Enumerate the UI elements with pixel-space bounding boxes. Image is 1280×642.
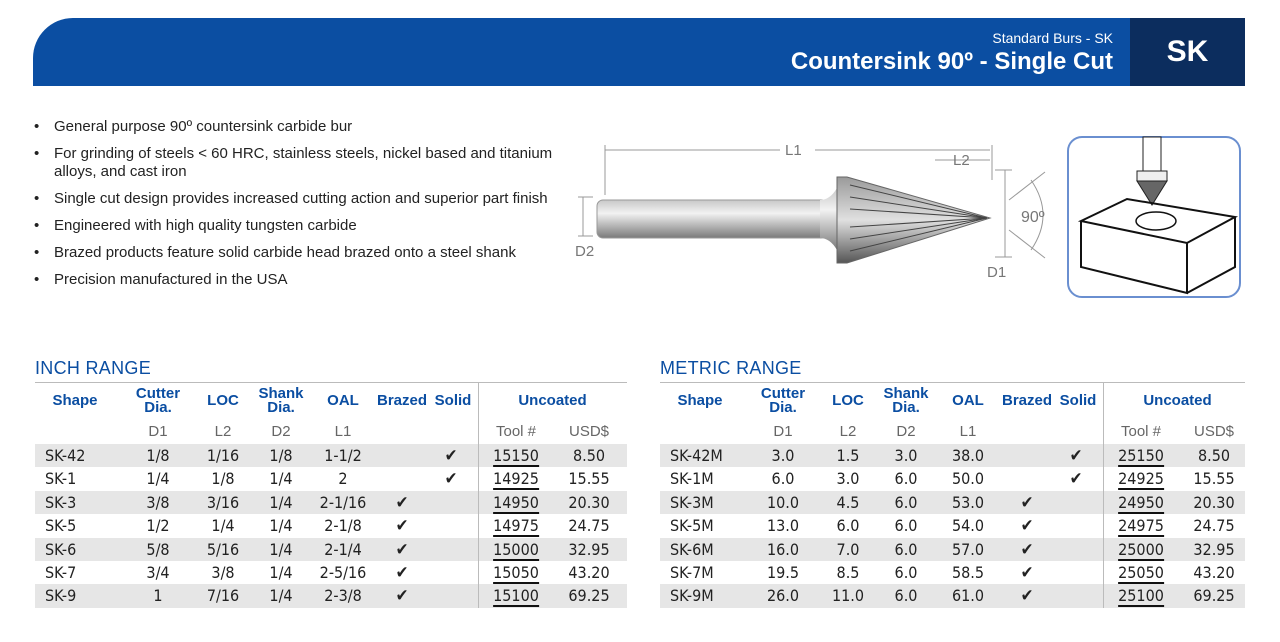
spec-cell: 3.0 xyxy=(771,446,795,465)
column-divider xyxy=(478,538,479,561)
spec-cell: 5/16 xyxy=(206,539,240,559)
column-divider xyxy=(1103,561,1104,584)
brazed-check-icon: ✔ xyxy=(1020,539,1034,560)
table-row xyxy=(660,584,1245,607)
spec-cell: 7.0 xyxy=(836,539,860,559)
tool-number-link[interactable]: 25100 xyxy=(1118,586,1164,606)
spec-cell: 1.5 xyxy=(836,446,860,465)
column-header-shape: Shape xyxy=(52,392,98,409)
spec-cell: 2-1/4 xyxy=(324,539,362,559)
tool-number-link[interactable]: 15100 xyxy=(493,586,539,606)
table-row xyxy=(660,514,1245,537)
column-subheader-d2: D2 xyxy=(896,423,916,440)
shape-cell: SK-3 xyxy=(45,492,77,512)
tool-number-link[interactable]: 24975 xyxy=(1118,516,1164,536)
column-divider xyxy=(1103,491,1104,514)
table-row xyxy=(35,538,627,561)
feature-item: • For grinding of steels < 60 HRC, stainless steels, nickel based and titanium alloys, and cast iron xyxy=(32,145,592,181)
price-cell: 69.25 xyxy=(568,586,610,606)
table-row xyxy=(660,467,1245,490)
tool-number-link[interactable]: 15050 xyxy=(493,562,539,582)
feature-item: • Engineered with high quality tungsten carbide xyxy=(32,217,592,235)
column-subheader-l1: L1 xyxy=(334,423,352,440)
tool-number-link[interactable]: 15000 xyxy=(493,539,539,559)
price-cell: 24.75 xyxy=(1193,516,1235,536)
tool-number-link[interactable]: 24950 xyxy=(1118,492,1164,512)
brazed-check-icon: ✔ xyxy=(395,586,409,607)
shape-cell: SK-7 xyxy=(45,562,77,582)
brazed-check-icon: ✔ xyxy=(1020,562,1034,583)
price-cell: 20.30 xyxy=(568,492,610,512)
column-header-shank: Shank Dia. xyxy=(883,385,929,416)
spec-cell: 3/4 xyxy=(146,562,170,582)
column-header-shape: Shape xyxy=(677,392,723,409)
spec-cell: 3.0 xyxy=(894,446,918,465)
column-divider xyxy=(478,491,479,514)
shape-cell: SK-42M xyxy=(670,446,723,465)
feature-list xyxy=(32,118,595,298)
metric-range-table xyxy=(660,358,1245,608)
column-divider xyxy=(1103,514,1104,537)
table-row xyxy=(660,561,1245,584)
spec-cell: 6.0 xyxy=(894,516,918,536)
solid-check-icon: ✔ xyxy=(444,469,458,490)
brazed-check-icon: ✔ xyxy=(395,492,409,513)
column-subheader-d1: D1 xyxy=(148,423,168,440)
shape-cell: SK-5M xyxy=(670,516,714,536)
shape-cell: SK-42 xyxy=(45,446,86,465)
spec-cell: 5/8 xyxy=(146,539,170,559)
header-banner xyxy=(33,18,1245,86)
spec-cell: 1/16 xyxy=(206,446,240,465)
spec-cell: 1-1/2 xyxy=(324,446,362,465)
tool-number-link[interactable]: 25150 xyxy=(1118,446,1164,465)
table-row xyxy=(35,491,627,514)
price-cell: 15.55 xyxy=(1193,469,1235,489)
brazed-check-icon: ✔ xyxy=(395,562,409,583)
spec-cell: 1/8 xyxy=(269,446,293,465)
price-cell: 15.55 xyxy=(568,469,610,489)
spec-cell: 50.0 xyxy=(951,469,985,489)
spec-cell: 2-3/8 xyxy=(324,586,362,606)
table-row xyxy=(660,491,1245,514)
spec-cell: 6.0 xyxy=(894,539,918,559)
column-divider xyxy=(1103,467,1104,490)
table-row xyxy=(660,444,1245,467)
brazed-check-icon: ✔ xyxy=(1020,516,1034,537)
tool-number-link[interactable]: 14975 xyxy=(493,516,539,536)
spec-cell: 1/8 xyxy=(211,469,235,489)
spec-cell: 1/4 xyxy=(269,469,293,489)
table-row xyxy=(35,514,627,537)
column-header-loc: LOC xyxy=(207,392,239,409)
solid-check-icon: ✔ xyxy=(444,446,458,466)
inch-range-title: INCH RANGE xyxy=(35,358,152,378)
metric-range-title: METRIC RANGE xyxy=(660,358,802,378)
column-subheader-l2: L2 xyxy=(839,423,857,440)
spec-cell: 54.0 xyxy=(951,516,985,536)
price-cell: 20.30 xyxy=(1193,492,1235,512)
column-header-oal: OAL xyxy=(952,392,984,409)
column-divider xyxy=(478,383,479,444)
spec-cell: 1/8 xyxy=(146,446,170,465)
spec-cell: 6.0 xyxy=(894,562,918,582)
column-header-oal: OAL xyxy=(327,392,359,409)
column-divider xyxy=(478,561,479,584)
column-header-solid: Solid xyxy=(1059,392,1097,409)
shape-cell: SK-1 xyxy=(45,469,77,489)
tool-number-link[interactable]: 14925 xyxy=(493,469,539,489)
angle-label: 90º xyxy=(1021,209,1045,226)
shape-cell: SK-6M xyxy=(670,539,714,559)
column-divider xyxy=(1103,538,1104,561)
column-subheader-d1: D1 xyxy=(773,423,793,440)
column-header-uncoated: Uncoated xyxy=(1143,392,1212,409)
column-subheader-tool: Tool # xyxy=(1120,423,1162,440)
spec-cell: 1/4 xyxy=(269,516,293,536)
spec-cell: 3/8 xyxy=(146,492,170,512)
inch-range-table xyxy=(35,358,627,608)
spec-cell: 6.0 xyxy=(771,469,795,489)
column-divider xyxy=(478,584,479,607)
column-subheader-tool: Tool # xyxy=(495,423,537,440)
column-subheader-usd: USD$ xyxy=(568,423,610,440)
table-row xyxy=(35,561,627,584)
spec-cell: 1/2 xyxy=(146,516,170,536)
spec-cell: 3/8 xyxy=(211,562,235,582)
column-divider xyxy=(478,444,479,467)
tool-number-link[interactable]: 15150 xyxy=(493,446,539,465)
price-cell: 8.50 xyxy=(572,446,606,465)
brazed-check-icon: ✔ xyxy=(1020,492,1034,513)
column-divider xyxy=(1103,444,1104,467)
spec-cell: 13.0 xyxy=(766,516,800,536)
spec-cell: 7/16 xyxy=(206,586,240,606)
spec-cell: 16.0 xyxy=(766,539,800,559)
header-title: Countersink 90º - Single Cut xyxy=(790,48,1113,75)
column-divider xyxy=(478,467,479,490)
price-cell: 24.75 xyxy=(568,516,610,536)
tool-number-link[interactable]: 24925 xyxy=(1118,469,1164,489)
shape-cell: SK-1M xyxy=(670,469,714,489)
spec-cell: 1/4 xyxy=(269,586,293,606)
header-subtitle: Standard Burs - SK xyxy=(992,30,1113,46)
table-header xyxy=(35,382,627,444)
column-header-brazed: Brazed xyxy=(376,392,428,409)
spec-cell: 1/4 xyxy=(146,469,170,489)
column-subheader-l2: L2 xyxy=(214,423,232,440)
feature-item: • Brazed products feature solid carbide head brazed onto a steel shank xyxy=(32,244,592,262)
spec-cell: 61.0 xyxy=(951,586,985,606)
spec-cell: 3/16 xyxy=(206,492,240,512)
column-header-shank: Shank Dia. xyxy=(258,385,304,416)
tool-number-link[interactable]: 25000 xyxy=(1118,539,1164,559)
spec-cell: 58.5 xyxy=(951,562,985,582)
spec-cell: 1/4 xyxy=(269,492,293,512)
spec-cell: 4.5 xyxy=(836,492,860,512)
spec-cell: 10.0 xyxy=(766,492,800,512)
spec-cell: 2-1/8 xyxy=(324,516,362,536)
spec-cell: 11.0 xyxy=(831,586,865,606)
spec-cell: 26.0 xyxy=(766,586,800,606)
spec-cell: 53.0 xyxy=(951,492,985,512)
column-header-cutter: Cutter Dia. xyxy=(135,385,181,416)
column-divider xyxy=(1103,383,1104,444)
shape-cell: SK-6 xyxy=(45,539,77,559)
shape-cell: SK-9M xyxy=(670,586,714,606)
spec-cell: 38.0 xyxy=(951,446,985,465)
column-subheader-usd: USD$ xyxy=(1193,423,1235,440)
spec-cell: 6.0 xyxy=(836,516,860,536)
spec-cell: 8.5 xyxy=(836,562,860,582)
spec-cell: 1/4 xyxy=(269,562,293,582)
feature-item: • General purpose 90º countersink carbide bur xyxy=(32,118,592,136)
spec-cell: 2 xyxy=(338,469,348,489)
spec-cell: 57.0 xyxy=(951,539,985,559)
brazed-check-icon: ✔ xyxy=(395,539,409,560)
feature-item: • Single cut design provides increased cutting action and superior part finish xyxy=(32,190,592,208)
spec-cell: 2-5/16 xyxy=(319,562,367,582)
solid-check-icon: ✔ xyxy=(1069,446,1083,466)
spec-cell: 19.5 xyxy=(766,562,800,582)
tool-number-link[interactable]: 25050 xyxy=(1118,562,1164,582)
shape-cell: SK-5 xyxy=(45,516,77,536)
price-cell: 43.20 xyxy=(568,562,610,582)
spec-cell: 1/4 xyxy=(211,516,235,536)
l1-label: L1 xyxy=(785,142,802,159)
d1-label: D1 xyxy=(987,264,1007,281)
feature-item: • Precision manufactured in the USA xyxy=(32,271,592,289)
bur-diagram xyxy=(575,125,1255,305)
spec-cell: 6.0 xyxy=(894,469,918,489)
spec-cell: 2-1/16 xyxy=(319,492,367,512)
column-subheader-l1: L1 xyxy=(959,423,977,440)
spec-cell: 6.0 xyxy=(894,586,918,606)
table-row xyxy=(35,584,627,607)
price-cell: 8.50 xyxy=(1197,446,1231,465)
solid-check-icon: ✔ xyxy=(1069,469,1083,490)
l2-label: L2 xyxy=(953,152,970,169)
header-code: SK xyxy=(1130,18,1245,86)
spec-cell: 6.0 xyxy=(894,492,918,512)
column-header-uncoated: Uncoated xyxy=(518,392,587,409)
table-row xyxy=(35,467,627,490)
price-cell: 69.25 xyxy=(1193,586,1235,606)
price-cell: 32.95 xyxy=(1193,539,1235,559)
brazed-check-icon: ✔ xyxy=(395,516,409,537)
table-row xyxy=(660,538,1245,561)
column-header-loc: LOC xyxy=(832,392,864,409)
spec-cell: 1 xyxy=(153,586,163,606)
price-cell: 32.95 xyxy=(568,539,610,559)
column-divider xyxy=(478,514,479,537)
column-header-cutter: Cutter Dia. xyxy=(760,385,806,416)
d2-label: D2 xyxy=(575,243,595,260)
column-subheader-d2: D2 xyxy=(271,423,291,440)
table-header xyxy=(660,382,1245,444)
spec-cell: 1/4 xyxy=(269,539,293,559)
tool-number-link[interactable]: 14950 xyxy=(493,492,539,512)
column-header-solid: Solid xyxy=(434,392,472,409)
column-divider xyxy=(1103,584,1104,607)
price-cell: 43.20 xyxy=(1193,562,1235,582)
brazed-check-icon: ✔ xyxy=(1020,586,1034,607)
table-row xyxy=(35,444,627,467)
shape-cell: SK-3M xyxy=(670,492,714,512)
shape-cell: SK-9 xyxy=(45,586,77,606)
shape-cell: SK-7M xyxy=(670,562,714,582)
spec-cell: 3.0 xyxy=(836,469,860,489)
column-header-brazed: Brazed xyxy=(1001,392,1053,409)
